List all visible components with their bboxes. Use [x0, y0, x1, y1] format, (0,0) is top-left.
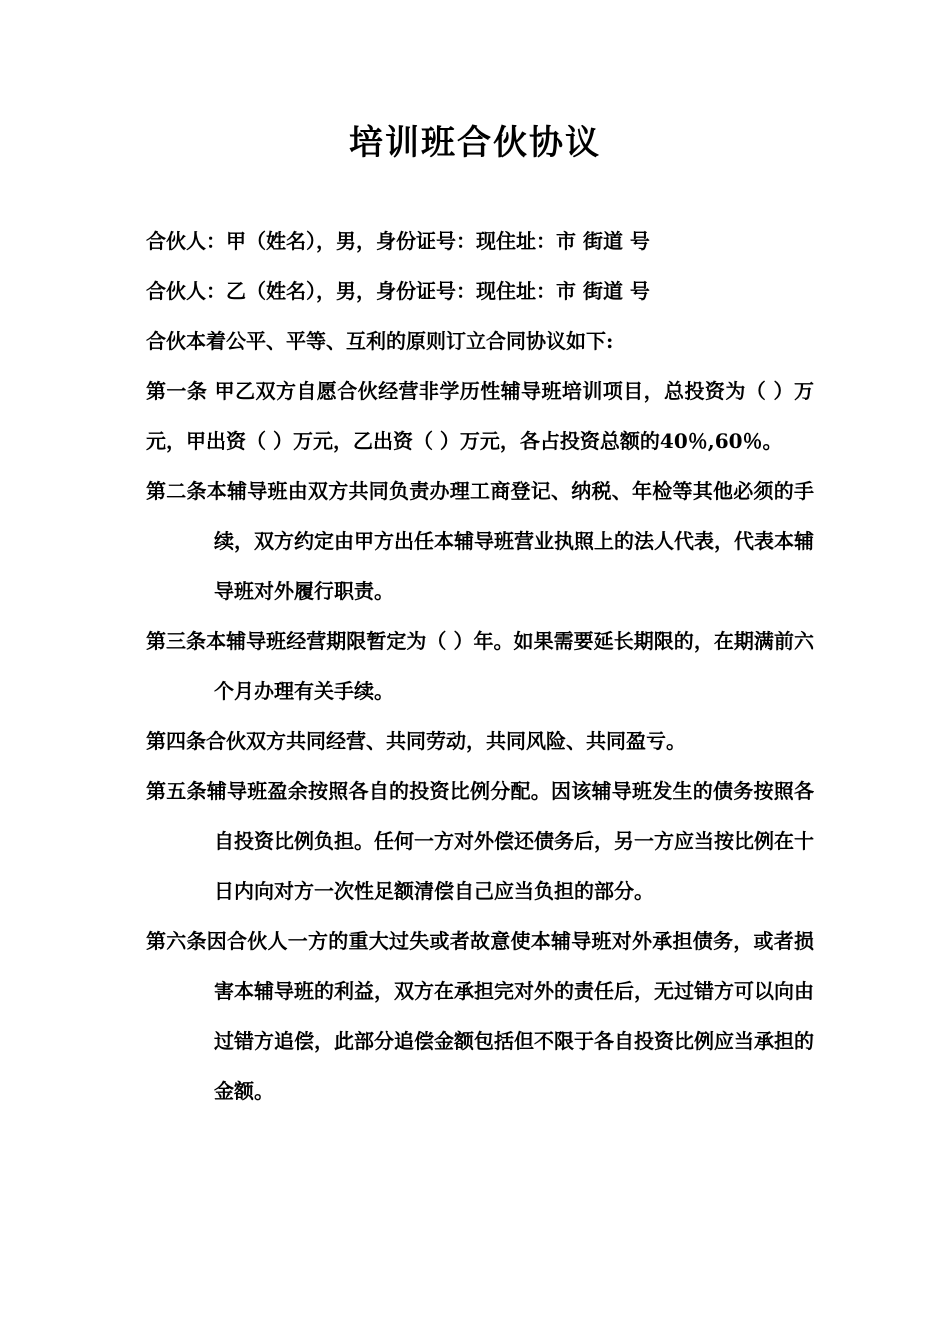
article-6: 第六条因合伙人一方的重大过失或者故意使本辅导班对外承担债务，或者损害本辅导班的利益，双方在承担完对外的责任后，无过错方可以向由过错方追偿，此部分追偿金额包括但不限于各自投资比例应当承担的金额。 [146, 929, 814, 1103]
intro-line: 合伙本着公平、平等、互利的原则订立合同协议如下: [146, 329, 614, 353]
article-3: 第三条本辅导班经营期限暂定为（ ）年。如果需要延长期限的，在期满前六个月办理有关手续。 [146, 629, 814, 703]
article-4: 第四条合伙双方共同经营、共同劳动，共同风险、共同盈亏。 [146, 729, 686, 753]
article-2: 第二条本辅导班由双方共同负责办理工商登记、纳税、年检等其他必须的手续，双方约定由甲方出任本辅导班营业执照上的法人代表，代表本辅导班对外履行职责。 [146, 479, 814, 603]
document-body [146, 216, 814, 1116]
document-title: 培训班合伙协议 [349, 123, 601, 163]
article-1: 第一条 甲乙双方自愿合伙经营非学历性辅导班培训项目，总投资为（ ）万元，甲出资（ ）万元，乙出资（ ）万元，各占投资总额的40％,60％。 [146, 379, 814, 453]
partner-a-line: 合伙人：甲（姓名），男，身份证号：现住址：市 街道 号 [146, 229, 650, 253]
partner-b-line: 合伙人：乙（姓名），男，身份证号：现住址：市 街道 号 [146, 279, 650, 303]
article-5: 第五条辅导班盈余按照各自的投资比例分配。因该辅导班发生的债务按照各自投资比例负担。任何一方对外偿还债务后，另一方应当按比例在十日内向对方一次性足额清偿自己应当负担的部分。 [146, 779, 814, 903]
